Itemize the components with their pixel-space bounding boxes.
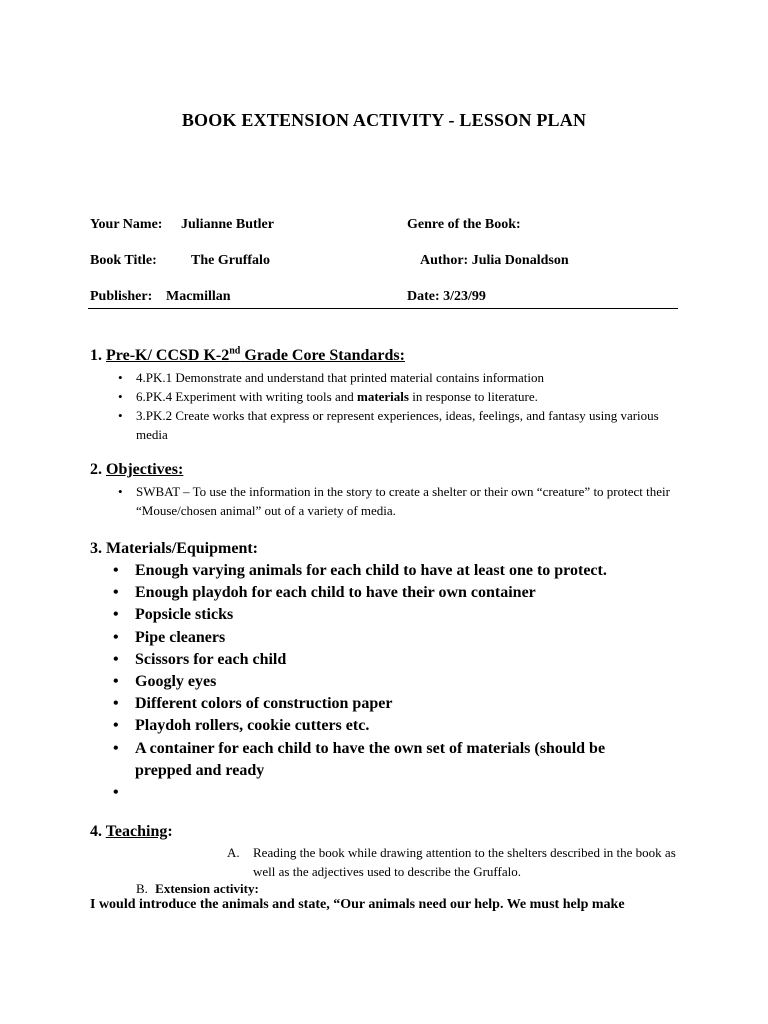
list-item: • Scissors for each child [110,649,650,671]
list-item: • SWBAT – To use the information in the story to create a shelter or their own “creature” to protect their “Mouse/chosen animal” out of a variety of media. [114,482,670,520]
list-item: • 4.PK.1 Demonstrate and understand that printed material contains information [114,368,674,387]
list-item: • 3.PK.2 Create works that express or represent experiences, ideas, feelings, and fantasy using various media [114,406,674,444]
list-item: • A container for each child to have the own set of materials (should be prepped and ready [110,738,650,782]
teaching-item-a-marker: A. [227,845,240,860]
author-label: Author: [420,253,469,268]
section3-heading-text: Materials/Equipment: [106,540,258,557]
section1-heading [90,347,405,365]
teaching-item-b-marker: B. [136,881,148,896]
list-item: • Googly eyes [110,671,650,693]
author-field [420,253,569,269]
teaching-item-a-text: Reading the book while drawing attention to the shelters described in the book as well as the adjectives used to describe the Gruffalo. [253,845,676,879]
section2-number: 2. [90,461,102,478]
list-item: • Playdoh rollers, cookie cutters etc. [110,715,650,737]
your-name-value: Julianne Butler [181,217,274,232]
teaching-item-a [227,843,677,881]
publisher-value: Macmillan [166,289,231,304]
section4-heading-text: Teaching [105,823,168,840]
book-title-label: Book Title: [90,253,157,268]
header-divider [88,308,678,309]
teaching-item-b [136,879,259,898]
genre-label: Genre of the Book: [407,217,521,232]
list-item: • Enough varying animals for each child to have at least one to protect. [110,560,650,582]
date-label: Date: [407,289,440,304]
publisher-label: Publisher: [90,289,153,304]
teaching-item-b-text: Extension activity: [155,881,259,896]
list-item: • Enough playdoh for each child to have their own container [110,582,650,604]
list-item [110,782,650,804]
section2-list [114,482,670,520]
section4-number: 4. [90,823,102,840]
section3-list [110,560,650,804]
list-item: • Popsicle sticks [110,604,650,626]
list-item: • 6.PK.4 Experiment with writing tools and materials in response to literature. [114,387,674,406]
section2-heading-text: Objectives: [106,461,184,478]
section1-number: 1. [90,347,102,364]
list-item: • Different colors of construction paper [110,693,650,715]
document-title: BOOK EXTENSION ACTIVITY - LESSON PLAN [181,110,587,130]
section2-heading [90,461,183,479]
book-title-value: The Gruffalo [191,253,270,268]
section3-heading [90,540,258,558]
date-field [407,289,486,305]
section1-heading-text: Pre-K/ CCSD K-2nd Grade Core Standards: [106,345,405,364]
section1-list [114,368,674,444]
section4-heading: 4. Teaching: [90,823,173,840]
list-item: • Pipe cleaners [110,627,650,649]
your-name-label: Your Name: [90,217,163,232]
author-value: Julia Donaldson [471,253,569,268]
section3-number: 3. [90,540,102,557]
date-value: 3/23/99 [443,289,486,304]
teaching-closing-text: I would introduce the animals and state, “Our animals need our help. We must help make [90,897,625,912]
